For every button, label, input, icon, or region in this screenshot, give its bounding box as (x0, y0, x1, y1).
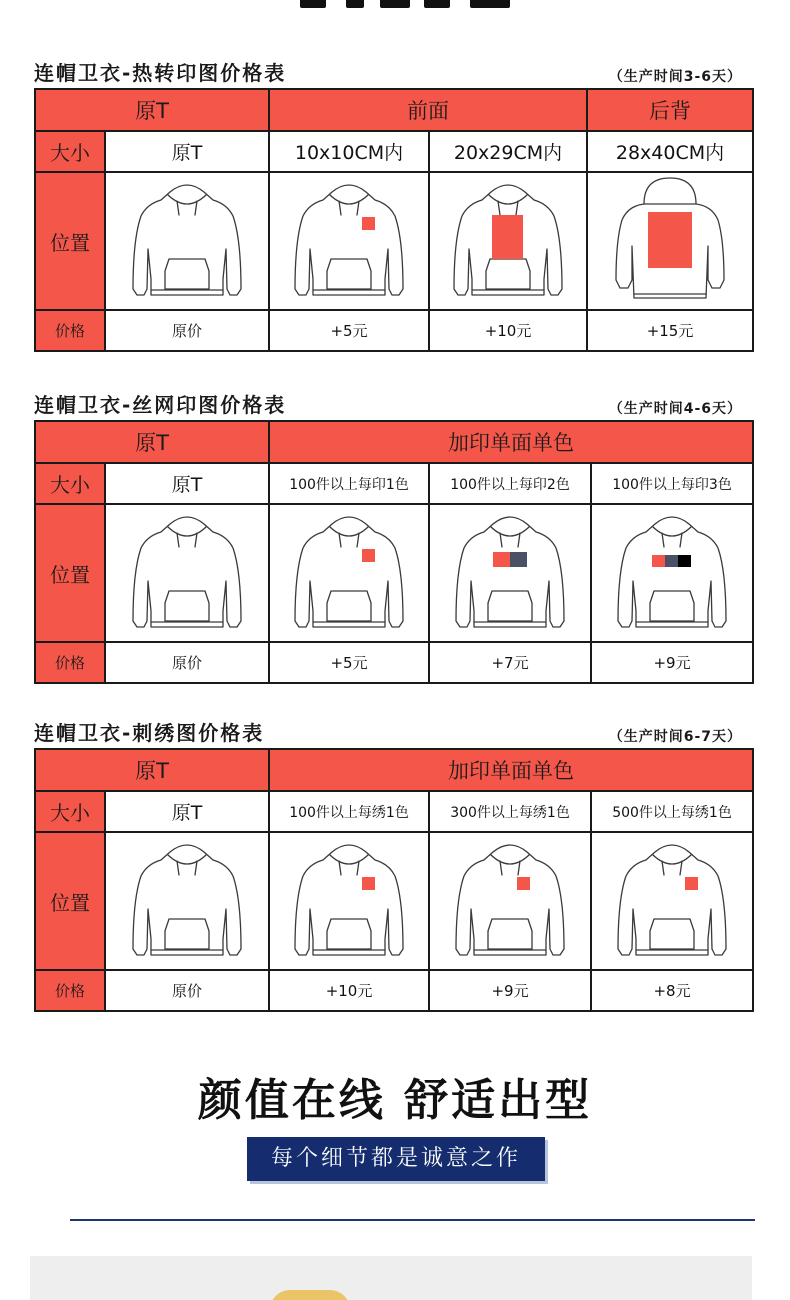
row-label-size: 大小 (35, 791, 105, 832)
price-cell: +10元 (429, 310, 587, 351)
price-cell: +8元 (591, 970, 753, 1011)
print-color-red-icon (493, 552, 510, 567)
header-original: 原T (35, 421, 269, 463)
print-area-icon (362, 549, 375, 562)
hoodie-front-icon (447, 179, 569, 303)
size-cell: 20x29CM内 (429, 131, 587, 172)
hoodie-front-icon (611, 511, 733, 635)
hoodie-front-icon (449, 511, 571, 635)
hoodie-cell (429, 504, 591, 642)
price-cell: 原价 (105, 310, 269, 351)
price-cell: 原价 (105, 642, 269, 683)
hoodie-cell (429, 832, 591, 970)
print-area-icon (648, 212, 692, 268)
size-cell: 原T (105, 791, 269, 832)
hoodie-cell (591, 504, 753, 642)
price-cell: +15元 (587, 310, 753, 351)
price-cell: +7元 (429, 642, 591, 683)
price-table (34, 748, 754, 1012)
price-table (34, 420, 754, 684)
price-cell: +5元 (269, 642, 429, 683)
product-photo (30, 1256, 752, 1300)
price-section-embroidery (34, 716, 752, 1012)
embroidery-area-icon (685, 877, 698, 890)
hoodie-front-icon (288, 839, 410, 963)
section-title: 连帽卫衣-丝网印图价格表 (34, 393, 287, 417)
hoodie-front-icon (288, 511, 410, 635)
product-photo-shape (270, 1290, 350, 1300)
hoodie-cell (105, 504, 269, 642)
size-cell: 100件以上每绣1色 (269, 791, 429, 832)
hoodie-front-icon (126, 179, 248, 303)
hoodie-front-icon (449, 839, 571, 963)
row-label-price: 价格 (35, 310, 105, 351)
row-label-size: 大小 (35, 131, 105, 172)
hoodie-cell (105, 172, 269, 310)
price-cell: +10元 (269, 970, 429, 1011)
header-front: 前面 (269, 89, 587, 131)
header-back: 后背 (587, 89, 753, 131)
hoodie-front-icon (126, 839, 248, 963)
hoodie-front-icon (126, 511, 248, 635)
hoodie-front-icon (611, 839, 733, 963)
price-cell: +5元 (269, 310, 429, 351)
hoodie-cell (269, 832, 429, 970)
hoodie-cell (591, 832, 753, 970)
price-cell: +9元 (429, 970, 591, 1011)
header-print-group: 加印单面单色 (269, 749, 753, 791)
price-section-heat-transfer (34, 56, 752, 352)
row-label-position: 位置 (35, 504, 105, 642)
hoodie-cell (269, 172, 429, 310)
hoodie-cell (587, 172, 753, 310)
size-cell: 300件以上每绣1色 (429, 791, 591, 832)
slogan-heading: 颜值在线 舒适出型 (197, 1075, 593, 1126)
size-cell: 原T (105, 463, 269, 504)
size-cell: 原T (105, 131, 269, 172)
size-cell: 28x40CM内 (587, 131, 753, 172)
header-print-group: 加印单面单色 (269, 421, 753, 463)
header-original: 原T (35, 89, 269, 131)
row-label-size: 大小 (35, 463, 105, 504)
production-time-note: （生产时间4-6天） (608, 401, 742, 417)
print-color-navy-icon (510, 552, 527, 567)
print-area-icon (362, 217, 375, 230)
production-time-note: （生产时间6-7天） (608, 729, 742, 745)
embroidery-area-icon (517, 877, 530, 890)
header-original: 原T (35, 749, 269, 791)
production-time-note: （生产时间3-6天） (608, 69, 742, 85)
section-title: 连帽卫衣-刺绣图价格表 (34, 721, 265, 745)
divider-line (70, 1219, 755, 1221)
size-cell: 100件以上每印1色 (269, 463, 429, 504)
print-area-icon (492, 215, 523, 259)
hoodie-cell (429, 172, 587, 310)
print-color-black-icon (678, 555, 691, 567)
row-label-position: 位置 (35, 832, 105, 970)
hoodie-back-icon (609, 176, 731, 306)
section-title: 连帽卫衣-热转印图价格表 (34, 61, 287, 85)
embroidery-area-icon (362, 877, 375, 890)
size-cell: 10x10CM内 (269, 131, 429, 172)
size-cell: 100件以上每印3色 (591, 463, 753, 504)
hoodie-cell (105, 832, 269, 970)
price-section-screen-print (34, 388, 752, 684)
row-label-position: 位置 (35, 172, 105, 310)
print-color-navy-icon (665, 555, 678, 567)
size-cell: 100件以上每印2色 (429, 463, 591, 504)
price-table (34, 88, 754, 352)
cropped-heading (0, 0, 790, 10)
size-cell: 500件以上每绣1色 (591, 791, 753, 832)
row-label-price: 价格 (35, 970, 105, 1011)
detail-banner: 每个细节都是诚意之作 (247, 1137, 545, 1181)
hoodie-cell (269, 504, 429, 642)
hoodie-front-icon (288, 179, 410, 303)
row-label-price: 价格 (35, 642, 105, 683)
print-color-red-icon (652, 555, 665, 567)
price-cell: +9元 (591, 642, 753, 683)
price-cell: 原价 (105, 970, 269, 1011)
